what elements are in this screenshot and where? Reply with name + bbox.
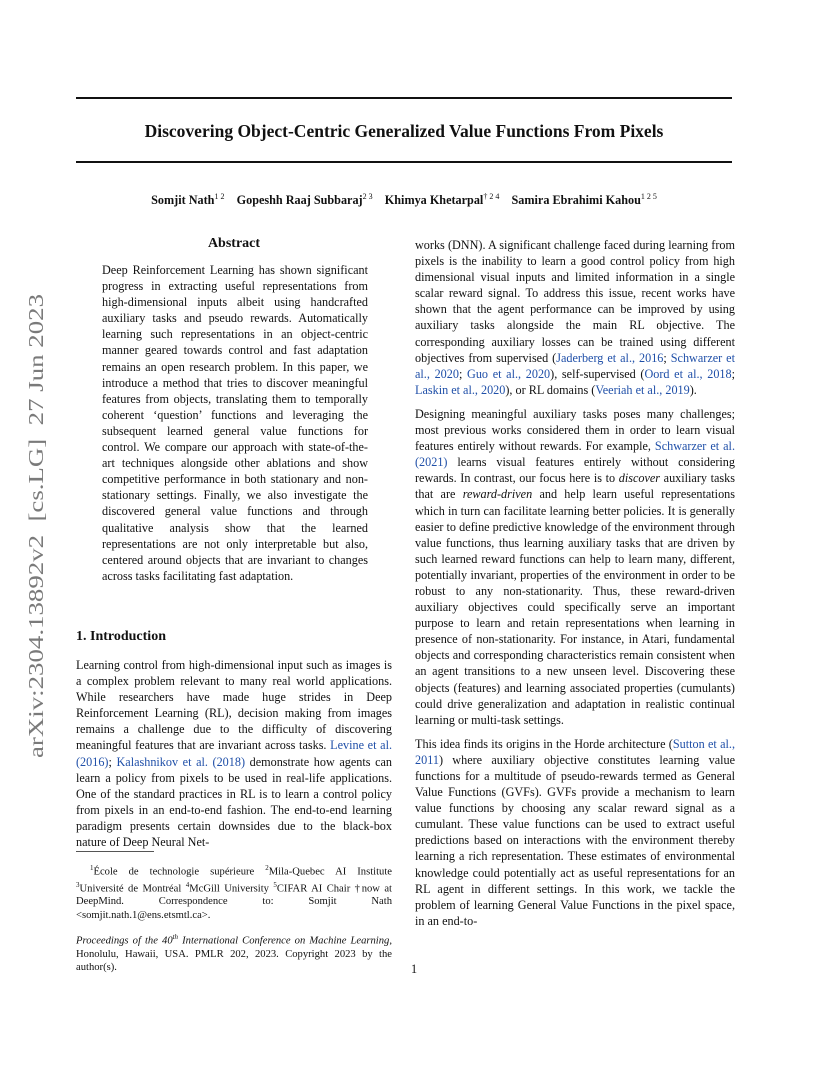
- author-name: Gopeshh Raaj Subbaraj: [236, 193, 363, 208]
- author-name: Samira Ebrahimi Kahou: [511, 193, 641, 208]
- text-span: ;: [663, 350, 671, 365]
- citation-link[interactable]: Levine et al. (2016): [76, 738, 393, 769]
- emphasis-text: discover: [618, 471, 661, 486]
- citation-link[interactable]: Sutton et al., 2011: [415, 736, 735, 767]
- emphasis-text: reward-driven: [462, 487, 533, 502]
- footnote-affiliations: $^1$École de technologie supérieure $^2$Mila-Quebec AI Institute $^3$Université de Montréal $^4$McGill University $^5$CIFAR AI Chair †now at DeepMind. Correspondence to: Somjit Nath <somjit.nath.1@ens.etsmtl.ca>.: [76, 864, 393, 921]
- text-span: Learning control from high-dimensional input such as images is a complex problem relevant to many real world applications. While researchers have made huge strides in Deep Reinforcement Learning (RL), decision making from images remains a challenge due to the difficulty of discovering meaningful features that are invariant across tasks.: [76, 658, 392, 753]
- author-name: Somjit Nath: [151, 193, 215, 208]
- footnote-text: th: [172, 933, 179, 941]
- text-span: This idea finds its origins in the Horde architecture (: [415, 736, 673, 751]
- author-name: Khimya Khetarpal: [384, 193, 484, 208]
- footnote-text: Mila-Quebec AI Institute: [268, 866, 392, 878]
- intro-paragraph-1: [76, 657, 392, 850]
- author-affiliation: † 2 4: [483, 192, 500, 201]
- paper-title: Discovering Object-Centric Generalized Value Functions From Pixels: [144, 121, 664, 141]
- citation-link[interactable]: Kalashnikov et al. (2018): [116, 754, 246, 769]
- author-affiliation: 1 2: [214, 192, 225, 201]
- text-span: ;: [458, 366, 468, 381]
- text-span: ;: [108, 754, 117, 769]
- section-heading-introduction: 1. Introduction: [76, 629, 166, 644]
- text-span: ).: [689, 382, 697, 397]
- footnote-divider: [76, 851, 154, 852]
- body-paragraph: [415, 406, 735, 728]
- citation-link[interactable]: Veeriah et al., 2019: [595, 382, 690, 397]
- arxiv-id-text: arXiv:2304.13892v2 [cs.LG] 27 Jun 2023: [24, 395, 48, 758]
- citation-link[interactable]: Guo et al., 2020: [467, 366, 551, 381]
- footnote-text: McGill University: [189, 883, 274, 895]
- abstract-heading: Abstract: [207, 236, 261, 251]
- footnote-text: 40: [162, 935, 173, 947]
- footnote-text: Proceedings of the: [76, 935, 163, 947]
- text-span: ), or RL domains (: [505, 382, 596, 397]
- author-list: [76, 192, 732, 208]
- arxiv-stamp: [24, 292, 48, 760]
- page-number: 1: [410, 962, 418, 976]
- title-bottom-rule: [76, 161, 732, 163]
- text-span: and help learn useful representations which in turn can facilitate learning better policies. It is generally easier to define predictive knowledge of the environment through value functions, thus learning auxiliary tasks that are driven by such learned reward functions can help to learn many, different, potentially invariant, properties of the environment in order to be robust to any non-stationarity. Thus, these reward-driven auxiliary objectives could specifically serve an important purpose to learn and retain representations when learning in presence of non-stationarity. For instance, in Atari, fundamental objects and corresponding characteristics remain consistent when an agent transitions to a new unseen level. Discovering these objects (features) and learning associated properties (cumulants) could drive generalization and adaptation in realistic continual learning or multi-task settings.: [415, 487, 735, 727]
- text-span: ) where auxiliary objective constitutes learning value functions for a multitude of pseudo-rewards termed as General Value Functions (GVFs). GVFs provide a mechanism to learn value functions by choosing any scalar reward signal as a cumulant. These value functions can be used to extract useful predictions based on interactions with the environment thereby learning a rich representation. These estimates of environmental knowledge could potentially act as useful representations for an RL agent in different settings. In this work, we tackle the problem of learning General Value Functions in the pixel space, in an end-to-: [415, 752, 735, 928]
- citation-link[interactable]: Jaderberg et al., 2016: [556, 350, 664, 365]
- footnote-text: Université de Montréal: [79, 883, 186, 895]
- footnote-text: CIFAR AI Chair †now at DeepMind. Correspondence to: Somjit Nath <somjit.nath.1@ens.etsmtl.ca>.: [76, 883, 393, 921]
- abstract-text: Deep Reinforcement Learning has shown significant progress in extracting useful representations from high-dimensional inputs albeit using handcrafted auxiliary tasks and pseudo rewards. Automatically learning such representations in an object-centric manner geared towards control and fast adaptation remains an open research problem. In this paper, we introduce a method that tries to discover meaningful features from objects, translating them to temporally coherent ‘question’ functions and leveraging the subsequent learned general value functions for control. We compare our approach with state-of-the-art techniques alongside other ablations and show competitive performance in both stationary and non-stationary settings. Finally, we also investigate the discovered general value functions and through qualitative analysis show that the learned representations are not only interpretable but also, centered around objects that are invariant to changes across tasks facilitating fast adaptation.: [102, 263, 368, 583]
- top-rule: [76, 97, 732, 99]
- citation-link[interactable]: Schwarzer et al. (2021): [415, 439, 735, 470]
- author-affiliation: 2 3: [362, 192, 373, 201]
- text-span: ), self-supervised (: [550, 366, 645, 381]
- text-span: auxiliary tasks that are: [415, 471, 735, 502]
- citation-link[interactable]: Laskin et al., 2020: [415, 382, 506, 397]
- footnote-text: , Honolulu, Hawaii, USA. PMLR 202, 2023. Copyright 2023 by the author(s).: [76, 935, 392, 973]
- abstract-body: [102, 262, 368, 584]
- text-span: demonstrate how agents can learn a policy from pixels to be used in real-life applications. One of the standard practices in RL is to learn a control policy from pixels in an end-to-end fashion. The end-to-end learning paradigm presents certain downsides due to the black-box nature of Deep Neural Net-: [76, 754, 392, 850]
- right-column: [415, 237, 735, 929]
- citation-link[interactable]: Oord et al., 2018: [644, 366, 732, 381]
- text-span: Designing meaningful auxiliary tasks poses many challenges; most previous works considered them in order to learn visual features entirely without rewards. For example,: [415, 406, 735, 454]
- text-span: learns visual features entirely without considering rewards. In contrast, our focus here is to: [415, 455, 735, 486]
- body-paragraph: [415, 736, 735, 929]
- footnote-text: École de technologie supérieure: [93, 866, 266, 878]
- footnote-text: International Conference on Machine Learning: [178, 935, 390, 947]
- citation-link[interactable]: Schwarzer et al., 2020: [415, 350, 735, 381]
- body-paragraph: [415, 237, 735, 398]
- author-affiliation: 1 2 5: [640, 192, 657, 201]
- text-span: works (DNN). A significant challenge faced during learning from pixels is the inability to learn a good control policy from high dimensional visual inputs and limited information in a single scalar reward signal. To address this issue, recent works have shown that the agent performance can be improved by using auxiliary tasks alongside the main RL objective. The corresponding auxiliary losses can be trained using different objectives from supervised (: [415, 238, 735, 365]
- text-span: ;: [731, 366, 735, 381]
